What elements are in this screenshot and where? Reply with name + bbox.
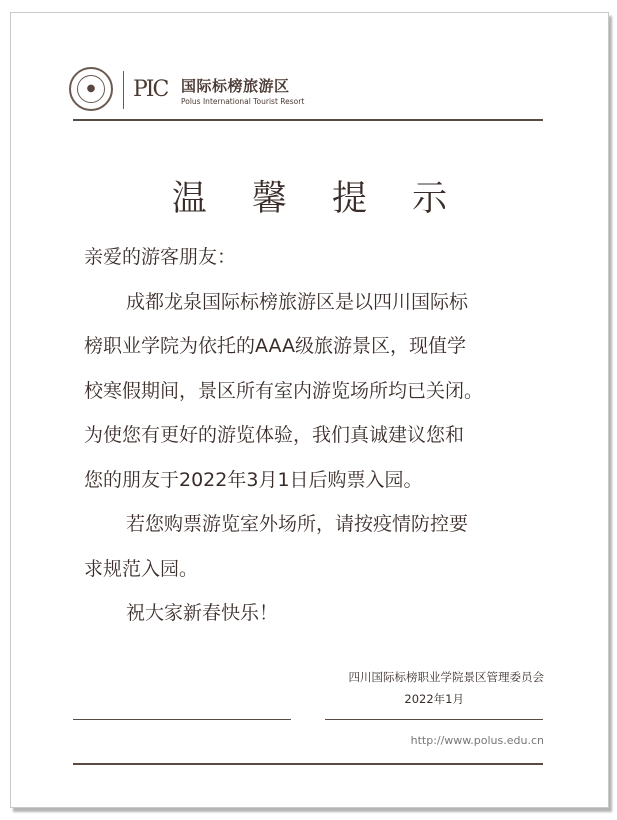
notice-body	[84, 235, 544, 636]
body-line: 您的朋友于2022年3月1日后购票入园。	[84, 468, 423, 491]
bottom-rule	[73, 763, 543, 765]
school-seal-icon	[69, 67, 113, 111]
body-line: 成都龙泉国际标榜旅游区是以四川国际标	[126, 290, 469, 313]
header-divider	[123, 71, 124, 109]
body-line: 为使您有更好的游览体验，我们真诚建议您和	[84, 424, 465, 446]
header	[69, 65, 549, 117]
greeting: 亲爱的游客朋友：	[84, 246, 237, 268]
body-line: 榜职业学院为依托的AAA级旅游景区，现值学	[84, 335, 467, 357]
polus-monogram-icon: PIC	[133, 77, 168, 102]
website-url: http://www.polus.edu.cn	[410, 734, 544, 747]
footer-line-right	[325, 719, 543, 720]
issuer-org: 四川国际标榜职业学院景区管理委员会	[348, 670, 544, 684]
seal-inner: ●	[77, 75, 105, 103]
brand-name-en: Polus International Tourist Resort	[181, 97, 305, 106]
top-rule	[73, 119, 543, 121]
body-line: 求规范入园。	[84, 557, 199, 580]
notice-sheet	[10, 12, 609, 808]
footer-line-left	[73, 719, 291, 720]
closing-wish: 祝大家新春快乐！	[126, 602, 279, 624]
body-line: 校寒假期间，景区所有室内游览场所均已关闭。	[84, 379, 484, 402]
brand-name-cn: 国际标榜旅游区	[181, 77, 290, 95]
issue-date: 2022年1月	[404, 692, 464, 706]
body-line: 若您购票游览室外场所，请按疫情防控要	[126, 513, 469, 535]
notice-title: 温 馨 提 示	[171, 179, 465, 219]
